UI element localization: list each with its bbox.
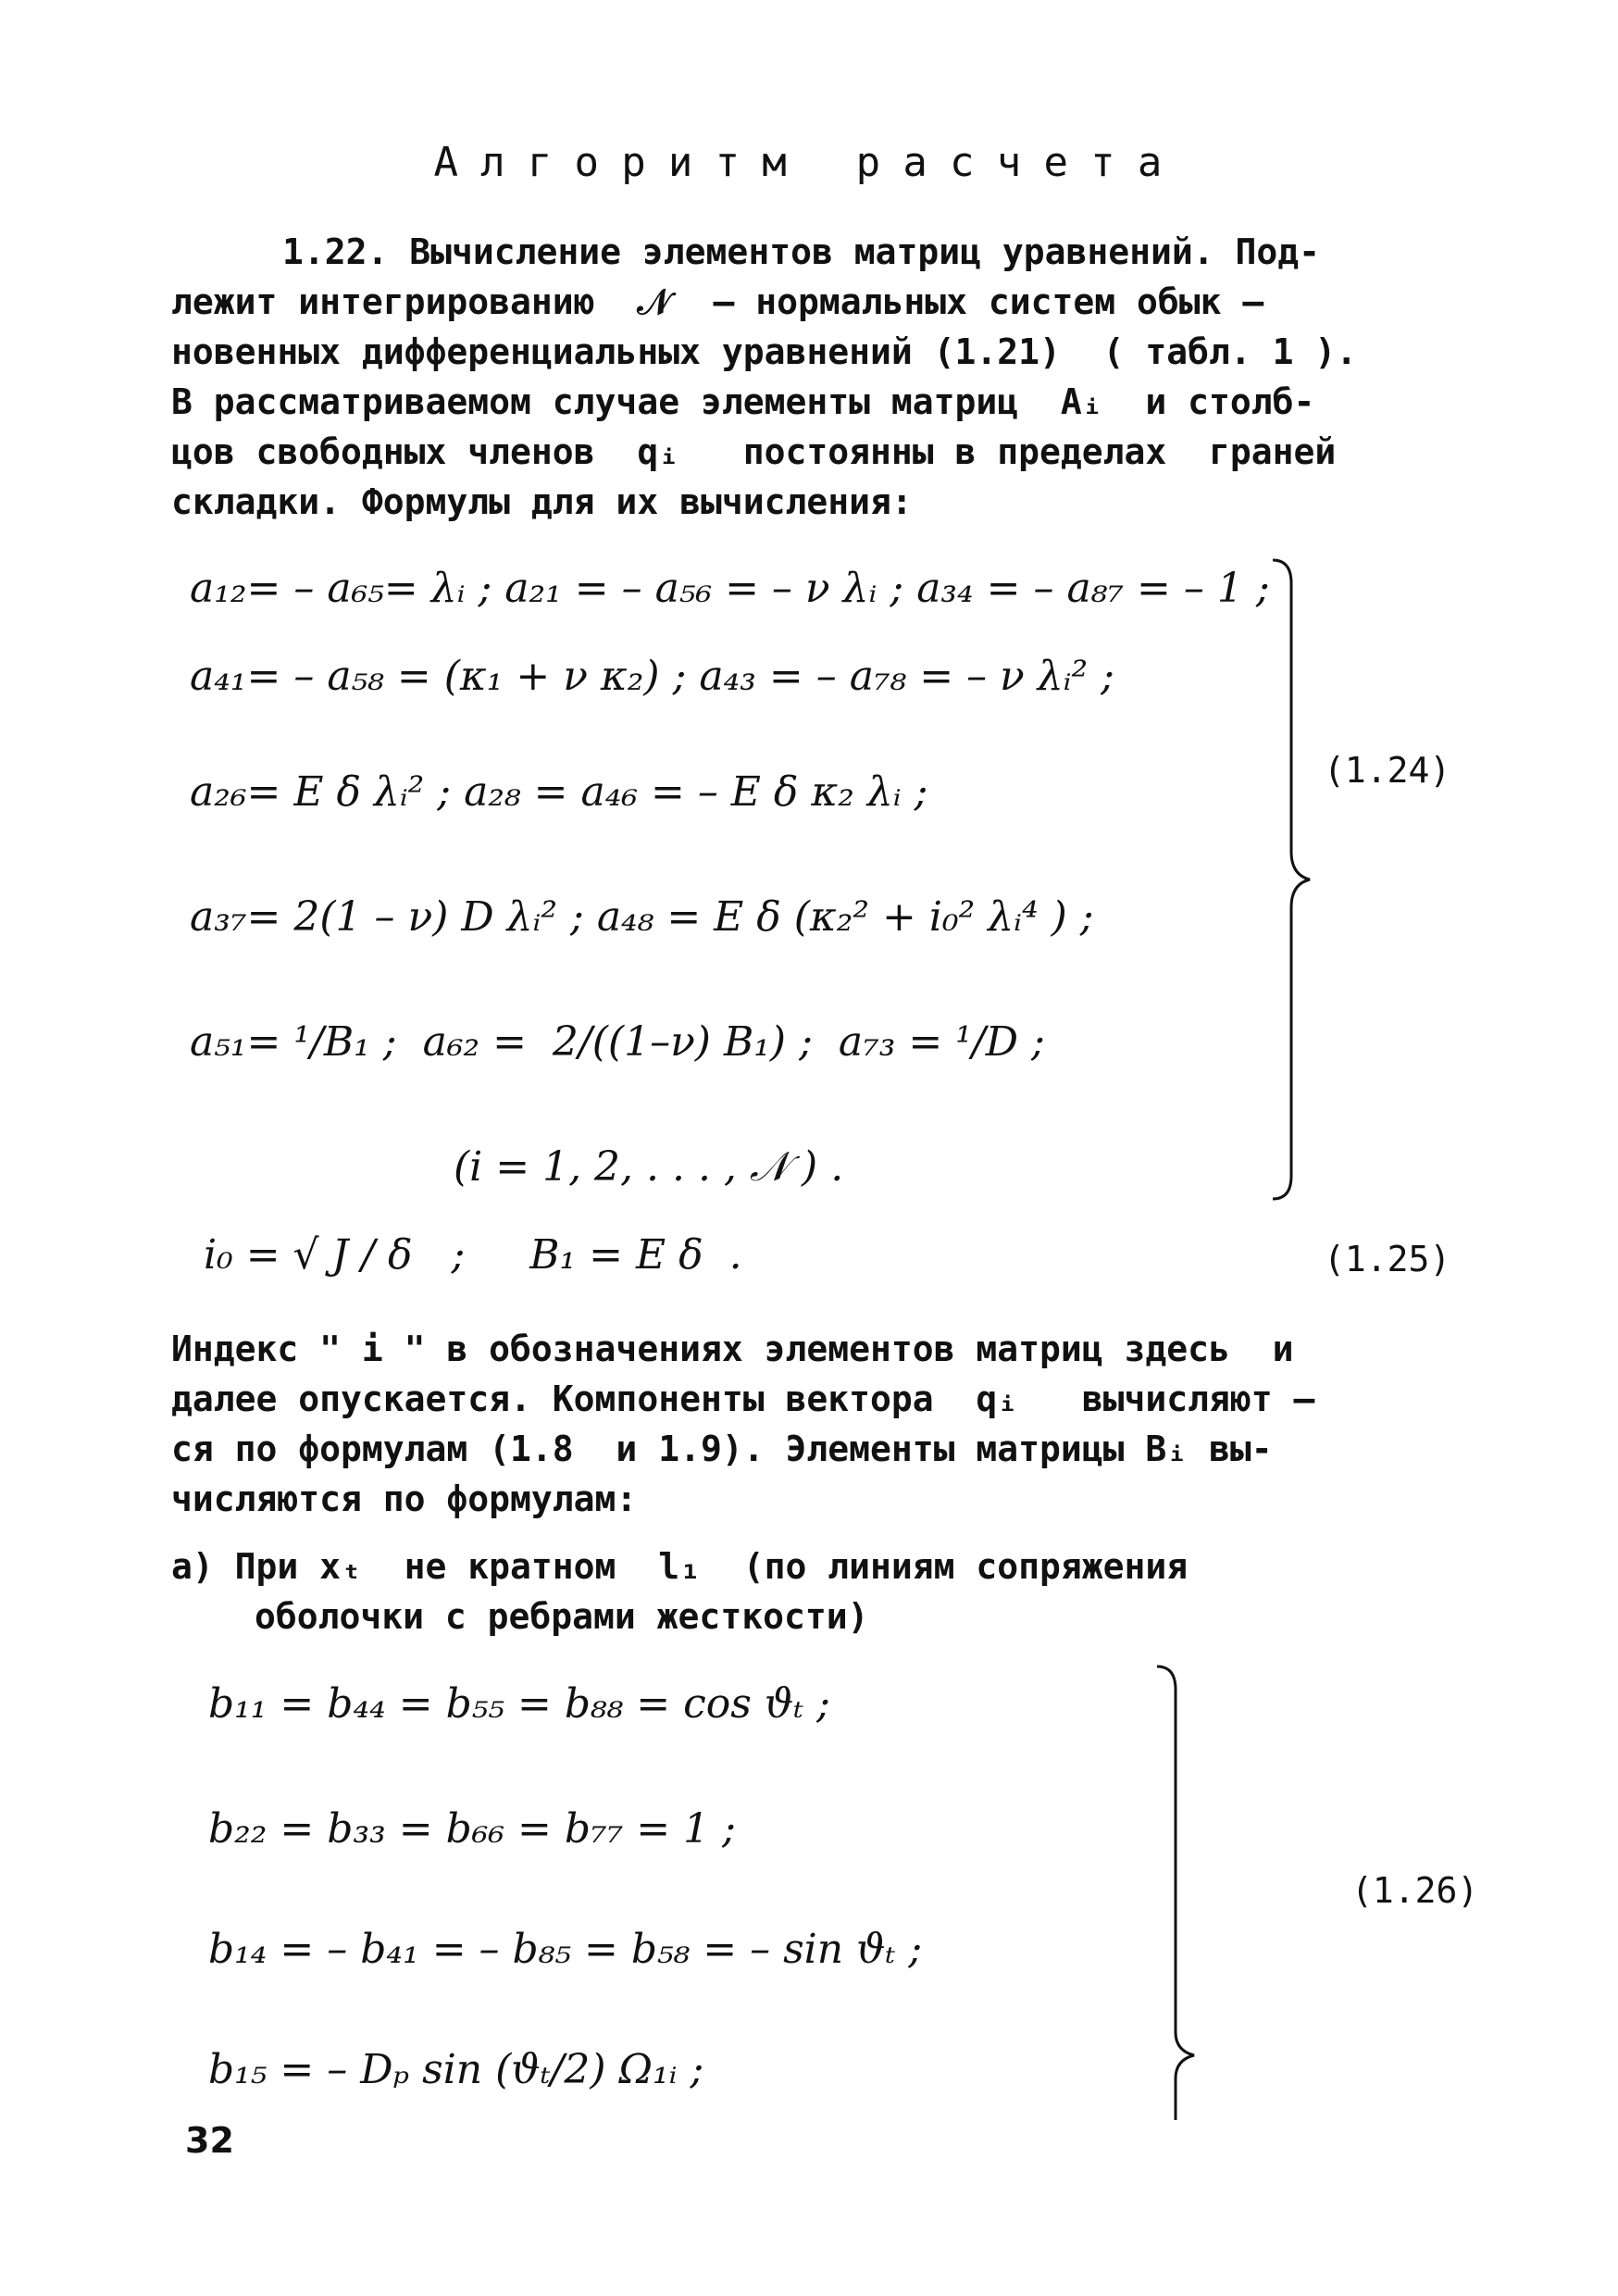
equation-line: b₁₄ = – b₄₁ = – b₈₅ = b₅₈ = – sin ϑₜ ; [208,1926,923,1973]
text-line: Индекс " i " в обозначениях элементов матриц здесь и [171,1329,1294,1369]
equation-line: a₄₁= – a₅₈ = (κ₁ + ν κ₂) ; a₄₃ = – a₇₈ = – ν λᵢ² ; [190,653,1114,700]
equation-number: (1.26) [1351,1870,1479,1911]
equation-line: b₂₂ = b₃₃ = b₆₆ = b₇₇ = 1 ; [208,1805,736,1853]
equation-line: a₃₇= 2(1 – ν) D λᵢ² ; a₄₈ = E δ (κ₂² + i₀² λᵢ⁴ ) ; [190,893,1094,941]
right-brace-icon [1268,555,1324,1204]
text-line: 1.22. Вычисление элементов матриц уравнений. Под- [282,231,1321,272]
equation-number: (1.24) [1324,750,1451,791]
text-line: а) При xₜ не кратном l₁ (по линиям сопряжения [171,1546,1189,1587]
text-line: складки. Формулы для их вычисления: [171,481,913,522]
equation-line: a₅₁= ¹/B₁ ; a₆₂ = 2/((1–ν) B₁) ; a₇₃ = ¹/D ; [190,1018,1045,1066]
equation-line: a₁₂= – a₆₅= λᵢ ; a₂₁ = – a₅₆ = – ν λᵢ ; a₃₄ = – a₈₇ = – 1 ; [190,565,1270,612]
equation-line: i₀ = √ J / δ ; B₁ = E δ . [204,1231,742,1279]
list-item-a [171,1541,1449,1641]
text-line: оболочки с ребрами жесткости) [255,1596,869,1637]
intro-paragraph [171,227,1449,527]
equation-number: (1.25) [1324,1239,1451,1279]
text-line: В рассматриваемом случае элементы матриц Aᵢ и столб- [171,381,1315,422]
equation-line: a₂₆= E δ λᵢ² ; a₂₈ = a₄₆ = – E δ κ₂ λᵢ ; [190,768,928,816]
page-number: 32 [185,2120,234,2161]
equation-line: b₁₅ = – Dₚ sin (ϑₜ/2) Ω₁ᵢ ; [208,2046,704,2093]
equation-line: (i = 1, 2, . . . , 𝒩 ) . [454,1143,844,1191]
text-line: числяются по формулам: [171,1479,638,1519]
middle-paragraph [171,1324,1449,1524]
right-brace-icon [1152,1662,1208,2125]
text-line: цов свободных членов qᵢ постоянны в пределах граней [171,431,1337,472]
text-line: лежит интегрированию 𝒩 – нормальных систем обык – [171,281,1264,322]
equation-line: b₁₁ = b₄₄ = b₅₅ = b₈₈ = cos ϑₜ ; [208,1680,830,1728]
text-line: новенных дифференциальных уравнений (1.21) ( табл. 1 ). [171,331,1358,372]
text-line: ся по формулам (1.8 и 1.9). Элементы матрицы Bᵢ вы- [171,1429,1273,1469]
section-heading: Алгоритм расчета [433,139,1185,186]
text-line: далее опускается. Компоненты вектора qᵢ вычисляют – [171,1379,1315,1419]
